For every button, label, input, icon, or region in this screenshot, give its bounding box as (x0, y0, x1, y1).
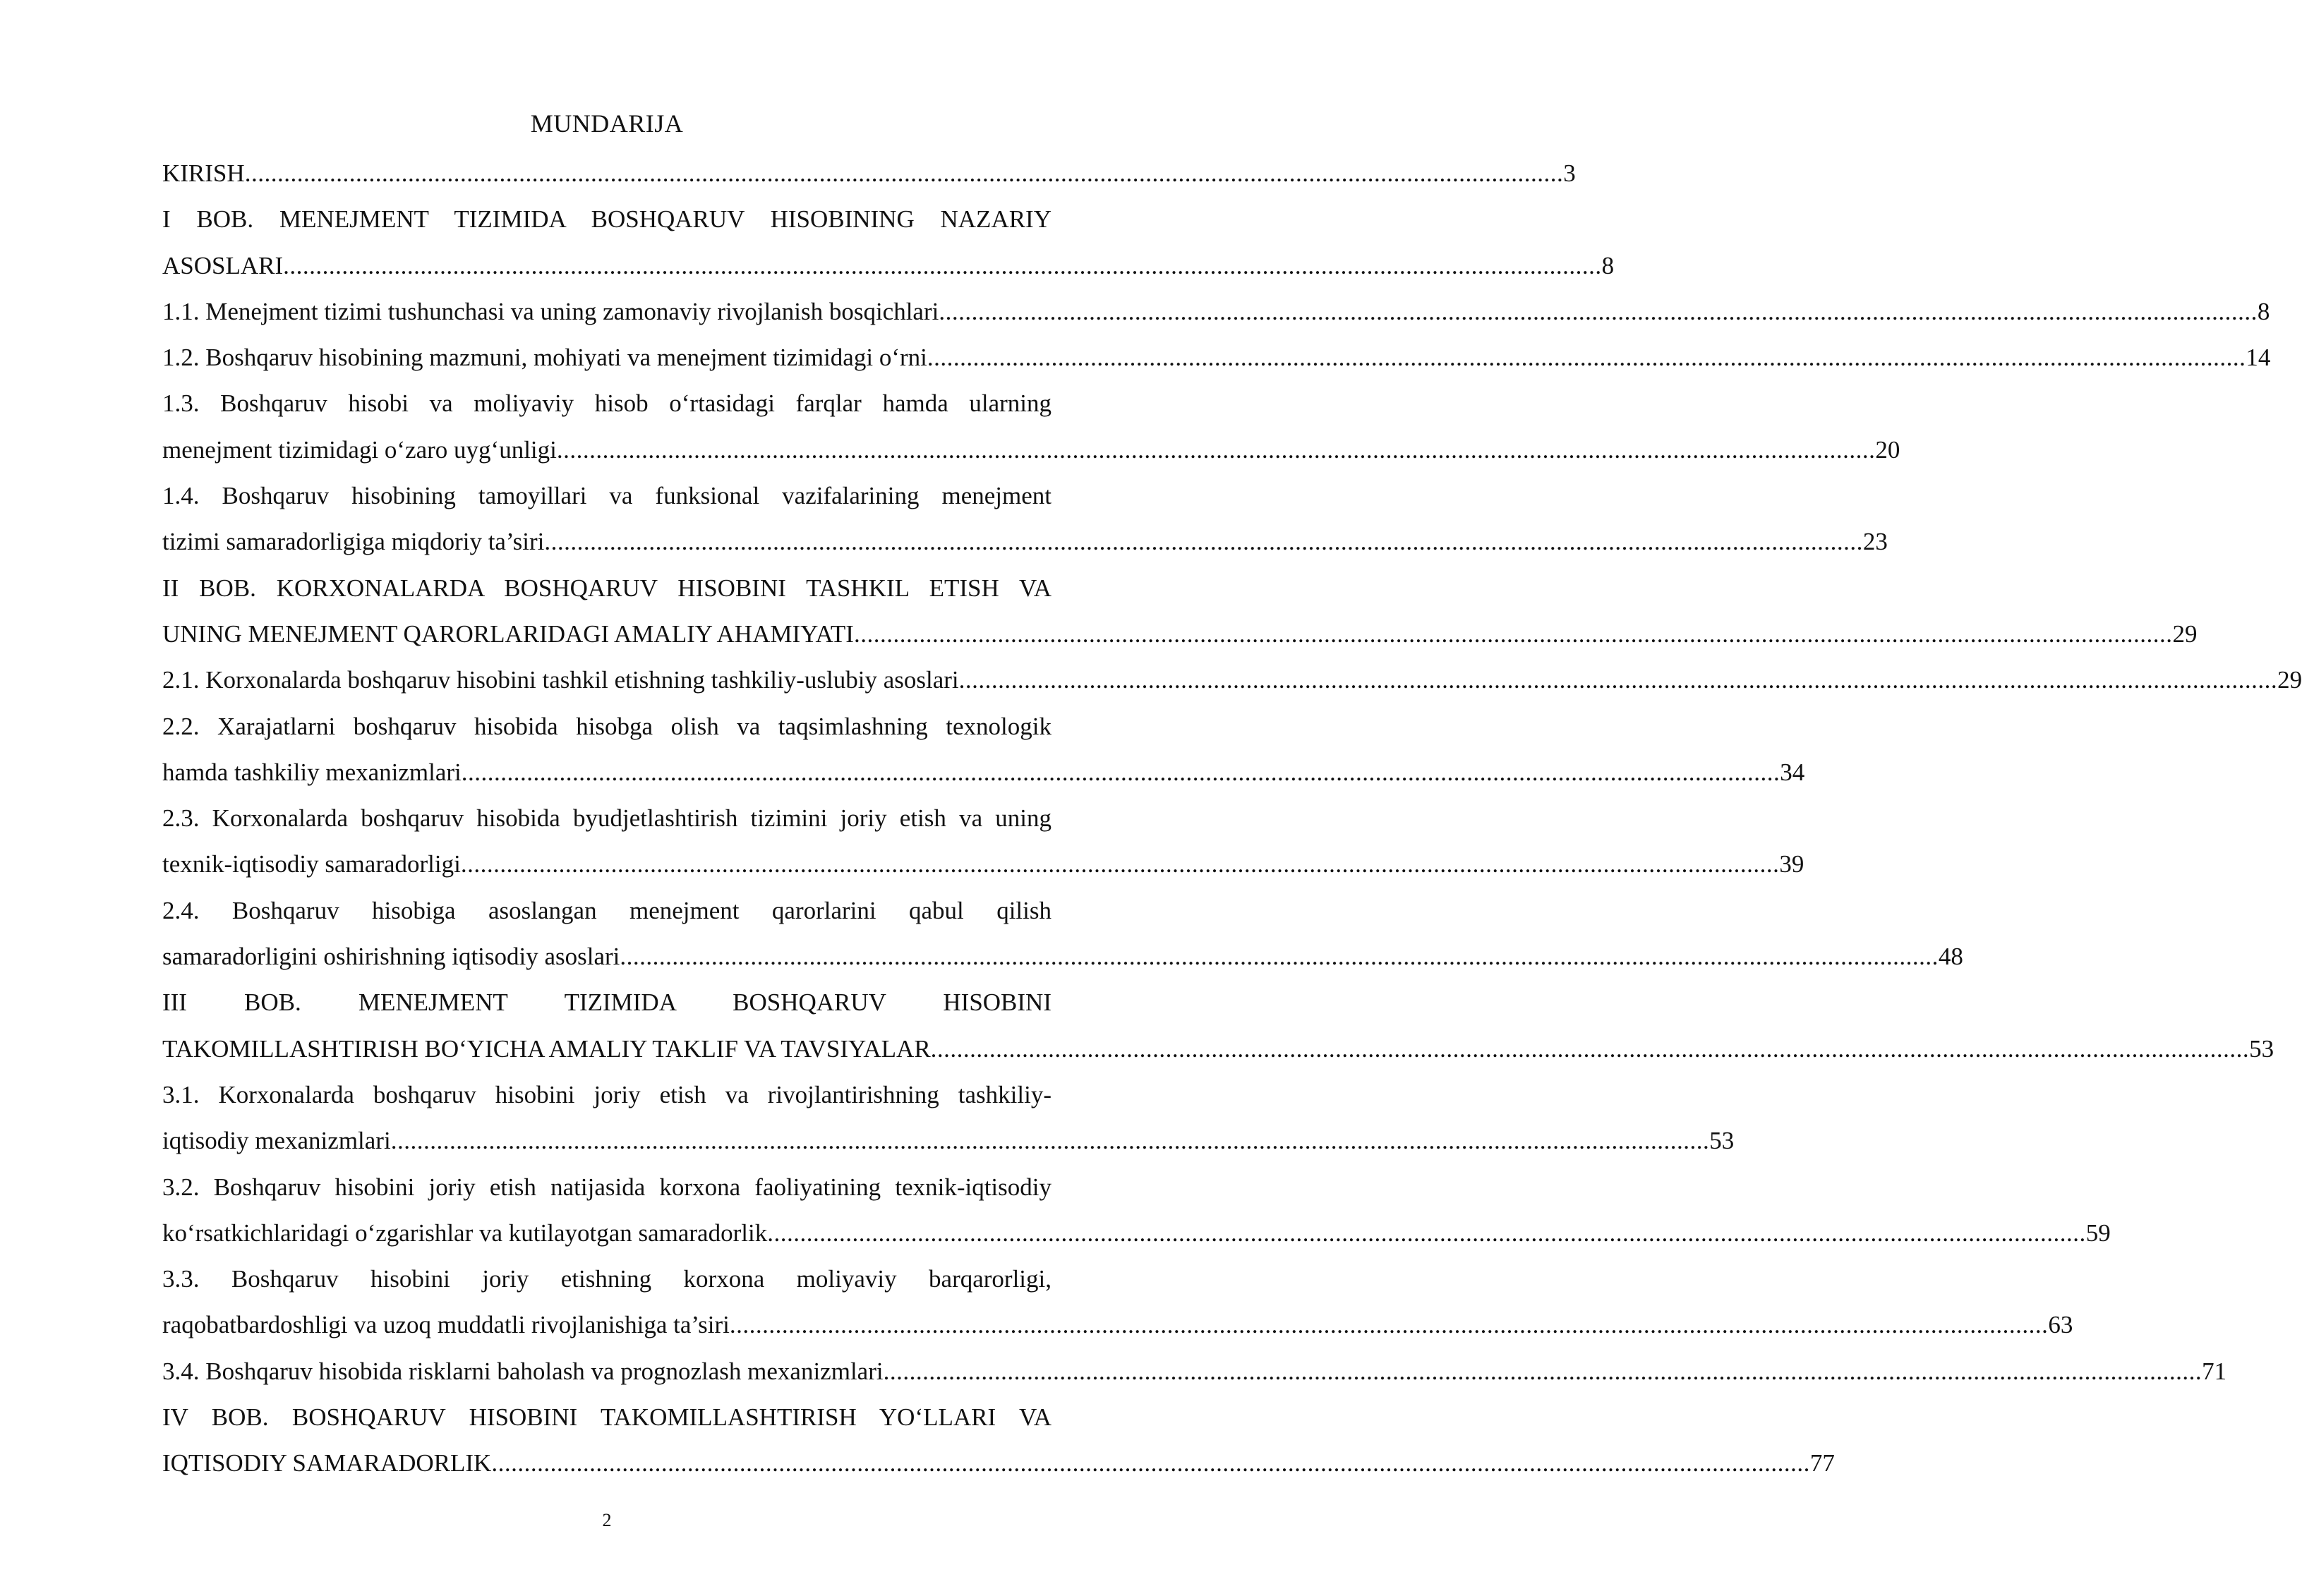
toc-entry[interactable] (162, 473, 1888, 565)
toc-leader-dots: .......................................................................................................................................................................................................... (390, 1127, 1710, 1155)
toc-entry-text: UNING MENEJMENT QARORLARIDAGI AMALIY AHAMIYATI (162, 619, 854, 648)
toc-page-number: 59 (2085, 1219, 2111, 1247)
toc-leader-dots: .......................................................................................................................................................................................................... (767, 1219, 2086, 1247)
toc-page-number: 3 (1563, 159, 1576, 187)
toc-entry-last-line (162, 1302, 2073, 1348)
toc-entry-text: 2.1. Korxonalarda boshqaruv hisobini tashkil etishning tashkiliy-uslubiy asoslari (162, 666, 959, 694)
toc-title: MUNDARIJA (530, 109, 684, 138)
toc-entry-last-line (162, 1440, 1835, 1486)
toc-entry-text: texnik-iqtisodiy samaradorligi (162, 850, 461, 878)
toc-entry-last-line (162, 841, 1804, 887)
toc-entry-line: II BOB. KORXONALARDA BOSHQARUV HISOBINI TASHKIL ETISH VA (162, 574, 1051, 602)
toc-page-number: 48 (1938, 943, 1963, 971)
toc-entry-text: menejment tizimidagi o‘zaro uyg‘unligi (162, 435, 557, 464)
toc-page-number: 29 (2277, 666, 2302, 694)
toc-entry-text: hamda tashkiliy mexanizmlari (162, 758, 462, 786)
toc-leader-dots: .......................................................................................................................................................................................................... (853, 619, 2173, 648)
toc-entry[interactable] (162, 289, 2270, 334)
toc-entry-last-line (162, 1026, 2274, 1072)
toc-entry-last-line (162, 243, 1615, 289)
toc-entry-text: 3.4. Boshqaruv hisobida risklarni baholash va prognozlash mexanizmlari (162, 1357, 884, 1385)
toc-leader-dots: .......................................................................................................................................................................................................... (491, 1449, 1810, 1477)
toc-entry-text: iqtisodiy mexanizmlari (162, 1127, 391, 1155)
toc-entry-last-line (162, 427, 1900, 473)
toc-entry-text: 1.1. Menejment tizimi tushunchasi va uning zamonaviy rivojlanish bosqichlari (162, 297, 939, 325)
toc-page-number: 53 (2249, 1034, 2274, 1063)
toc-entry-line: 2.3. Korxonalarda boshqaruv hisobida byudjetlashtirish tizimini joriy etish va uning (162, 804, 1051, 833)
toc-entry-last-line (162, 933, 1963, 979)
toc-entry-text: TAKOMILLASHTIRISH BO‘YICHA AMALIY TAKLIF VA TAVSIYALAR (162, 1034, 931, 1063)
toc-leader-dots: .......................................................................................................................................................................................................... (460, 850, 1780, 878)
toc-entry-text: IQTISODIY SAMARADORLIK (162, 1449, 492, 1477)
toc-leader-dots: .......................................................................................................................................................................................................... (544, 528, 1863, 556)
toc-entry[interactable] (162, 703, 1805, 796)
toc-leader-dots: .......................................................................................................................................................................................................... (283, 251, 1602, 279)
toc-leader-dots: .......................................................................................................................................................................................................... (461, 758, 1780, 786)
toc-entry-last-line (162, 1210, 2111, 1256)
toc-leader-dots: .......................................................................................................................................................................................................... (958, 666, 2278, 694)
toc-entry-last-line (162, 150, 1576, 196)
toc-entry-line: 3.1. Korxonalarda boshqaruv hisobini joriy etish va rivojlantirishning tashkiliy- (162, 1080, 1051, 1108)
toc-entry-line: 1.3. Boshqaruv hisobi va moliyaviy hisob o‘rtasidagi farqlar hamda ularning (162, 389, 1051, 418)
toc-entry-last-line (162, 1118, 1735, 1163)
toc-page-number: 53 (1709, 1127, 1735, 1155)
toc-entry[interactable] (162, 150, 1576, 196)
toc-entry-line: 2.2. Xarajatlarni boshqaruv hisobida hisobga olish va taqsimlashning texnologik (162, 712, 1051, 740)
toc-entry-last-line (162, 334, 2271, 380)
toc-leader-dots: .......................................................................................................................................................................................................... (883, 1357, 2202, 1385)
toc-page-number: 20 (1875, 435, 1900, 464)
toc-entry-line: I BOB. MENEJMENT TIZIMIDA BOSHQARUV HISOBINING NAZARIY (162, 205, 1051, 234)
toc-page-number: 39 (1779, 850, 1804, 878)
toc-entry[interactable] (162, 1256, 2073, 1348)
toc-entry[interactable] (162, 1164, 2111, 1257)
toc-entry-line: IV BOB. BOSHQARUV HISOBINI TAKOMILLASHTIRISH YO‘LLARI VA (162, 1403, 1051, 1432)
toc-entry-text: ko‘rsatkichlaridagi o‘zgarishlar va kutilayotgan samaradorlik (162, 1219, 768, 1247)
toc-entry[interactable] (162, 565, 2198, 658)
toc-entry[interactable] (162, 1348, 2227, 1394)
toc-entry-line: 3.3. Boshqaruv hisobini joriy etishning korxona moliyaviy barqarorligi, (162, 1265, 1051, 1293)
toc-entry-last-line (162, 611, 2198, 657)
toc-entry[interactable] (162, 979, 2274, 1072)
toc-entry-last-line (162, 1348, 2227, 1394)
toc-entry-last-line (162, 657, 2302, 703)
toc-entry-last-line (162, 749, 1805, 795)
toc-entry-text: raqobatbardoshligi va uzoq muddatli rivojlanishiga ta’siri (162, 1311, 730, 1339)
toc-entry[interactable] (162, 1394, 1835, 1487)
toc-entry-last-line (162, 289, 2270, 334)
toc-entry[interactable] (162, 1072, 1735, 1164)
toc-entry[interactable] (162, 334, 2271, 380)
toc-entry-line: 3.2. Boshqaruv hisobini joriy etish natijasida korxona faoliyatining texnik-iqtisodiy (162, 1173, 1051, 1201)
toc-page-number: 71 (2202, 1357, 2227, 1385)
page-number: 2 (602, 1510, 612, 1530)
toc-entry[interactable] (162, 795, 1804, 888)
toc-page-number: 34 (1780, 758, 1805, 786)
toc-page-number: 29 (2172, 619, 2198, 648)
toc-page-number: 77 (1809, 1449, 1835, 1477)
toc-entry[interactable] (162, 380, 1900, 473)
toc-page-number: 14 (2246, 344, 2271, 372)
toc-leader-dots: .......................................................................................................................................................................................................... (927, 344, 2246, 372)
toc-entry[interactable] (162, 657, 2302, 703)
toc-entry-text: tizimi samaradorligiga miqdoriy ta’siri (162, 528, 545, 556)
toc-page-number: 23 (1862, 528, 1888, 556)
table-of-contents (162, 150, 2302, 1487)
toc-entry-text: ASOSLARI (162, 251, 284, 279)
toc-page-number: 8 (2257, 297, 2270, 325)
toc-entry-last-line (162, 519, 1888, 564)
toc-entry-text: KIRISH (162, 159, 245, 187)
toc-leader-dots: .......................................................................................................................................................................................................... (930, 1034, 2250, 1063)
toc-entry-line: 1.4. Boshqaruv hisobining tamoyillari va funksional vazifalarining menejment (162, 482, 1051, 510)
toc-entry-line: 2.4. Boshqaruv hisobiga asoslangan menejment qarorlarini qabul qilish (162, 896, 1051, 924)
toc-leader-dots: .......................................................................................................................................................................................................... (556, 435, 1876, 464)
toc-page-number: 63 (2048, 1311, 2073, 1339)
toc-leader-dots: .......................................................................................................................................................................................................... (729, 1311, 2049, 1339)
toc-leader-dots: .......................................................................................................................................................................................................... (244, 159, 1564, 187)
toc-entry-text: samaradorligini oshirishning iqtisodiy asoslari (162, 943, 620, 971)
toc-entry-text: 1.2. Boshqaruv hisobining mazmuni, mohiyati va menejment tizimidagi o‘rni (162, 344, 927, 372)
toc-entry[interactable] (162, 196, 1615, 289)
toc-entry-line: III BOB. MENEJMENT TIZIMIDA BOSHQARUV HISOBINI (162, 989, 1051, 1017)
toc-entry[interactable] (162, 888, 1963, 980)
toc-leader-dots: .......................................................................................................................................................................................................... (620, 943, 1939, 971)
toc-page-number: 8 (1601, 251, 1615, 279)
toc-leader-dots: .......................................................................................................................................................................................................... (939, 297, 2258, 325)
